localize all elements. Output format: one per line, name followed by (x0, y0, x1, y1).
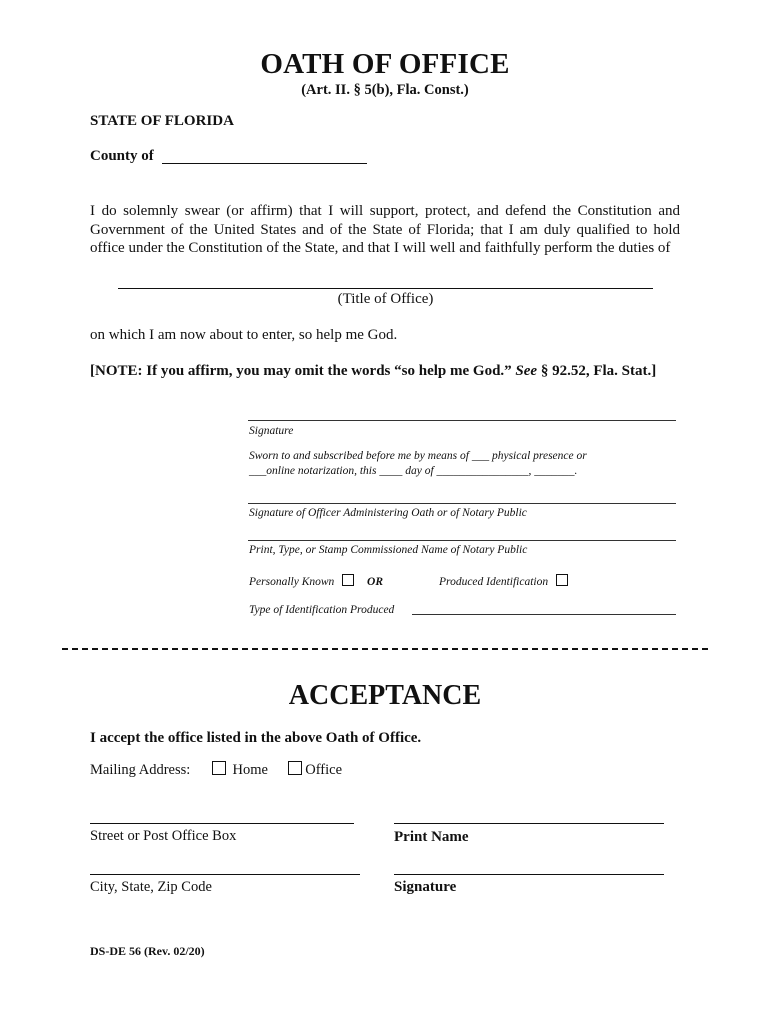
county-label: County of (90, 148, 154, 164)
title-of-office-field[interactable] (118, 288, 653, 289)
sworn-line-2: ___online notarization, this ____ day of ________________, _______. (249, 465, 578, 477)
home-label: Home (232, 762, 268, 778)
city-state-zip-label: City, State, Zip Code (90, 879, 212, 895)
acceptance-title: ACCEPTANCE (288, 680, 482, 711)
form-title: OATH OF OFFICE (260, 48, 510, 80)
mailing-address-row (90, 761, 342, 779)
id-type-label: Type of Identification Produced (249, 604, 395, 616)
personally-known-label: Personally Known (249, 576, 335, 588)
county-field[interactable] (162, 163, 367, 164)
enter-office-text: on which I am now about to enter, so help me God. (90, 327, 398, 343)
officer-signature-caption: Signature of Officer Administering Oath or of Notary Public (249, 507, 527, 519)
id-type-field[interactable] (412, 614, 676, 615)
section-divider (62, 648, 708, 650)
sworn-line-1: Sworn to and subscribed before me by means of ___ physical presence or (249, 450, 587, 462)
form-id: DS-DE 56 (Rev. 02/20) (90, 944, 205, 958)
street-field[interactable] (90, 823, 354, 824)
office-checkbox[interactable] (288, 761, 302, 775)
state-label: STATE OF FLORIDA (90, 113, 234, 129)
title-of-office-caption: (Title of Office) (337, 291, 434, 307)
note-part-1: [NOTE: If you affirm, you may omit the words “so help me God.” (90, 363, 512, 379)
notary-name-field[interactable] (248, 540, 676, 541)
city-state-zip-field[interactable] (90, 874, 360, 875)
notary-name-caption: Print, Type, or Stamp Commissioned Name of Notary Public (249, 544, 528, 556)
office-label: Office (305, 762, 343, 778)
note-see: See (515, 363, 538, 379)
personally-known-checkbox[interactable] (342, 574, 354, 586)
or-label: OR (367, 576, 384, 588)
signature-caption: Signature (249, 425, 294, 437)
note-part-2: § 92.52, Fla. Stat.] (540, 363, 657, 379)
produced-id-label: Produced Identification (439, 576, 549, 588)
affirm-note (90, 363, 656, 380)
oath-body-text: I do solemnly swear (or affirm) that I will support, protect, and defend the Constitution and Government of the United States and of the State of Florida; that I am duly qualified to hold office under the Constitution of the State, and that I will well and faithfully perform the duties of (90, 203, 680, 256)
oath-signature-field[interactable] (248, 420, 676, 421)
acceptance-signature-field[interactable] (394, 874, 664, 875)
acceptance-statement: I accept the office listed in the above Oath of Office. (90, 730, 422, 746)
print-name-label: Print Name (394, 829, 469, 845)
home-checkbox[interactable] (212, 761, 226, 775)
mailing-address-label: Mailing Address: (90, 762, 191, 778)
produced-id-row (439, 574, 568, 588)
personally-known-row (249, 574, 383, 588)
print-name-field[interactable] (394, 823, 664, 824)
street-label: Street or Post Office Box (90, 828, 237, 844)
form-subtitle: (Art. II. § 5(b), Fla. Const.) (301, 82, 469, 98)
acceptance-signature-label: Signature (394, 879, 457, 895)
produced-id-checkbox[interactable] (556, 574, 568, 586)
officer-signature-field[interactable] (248, 503, 676, 504)
